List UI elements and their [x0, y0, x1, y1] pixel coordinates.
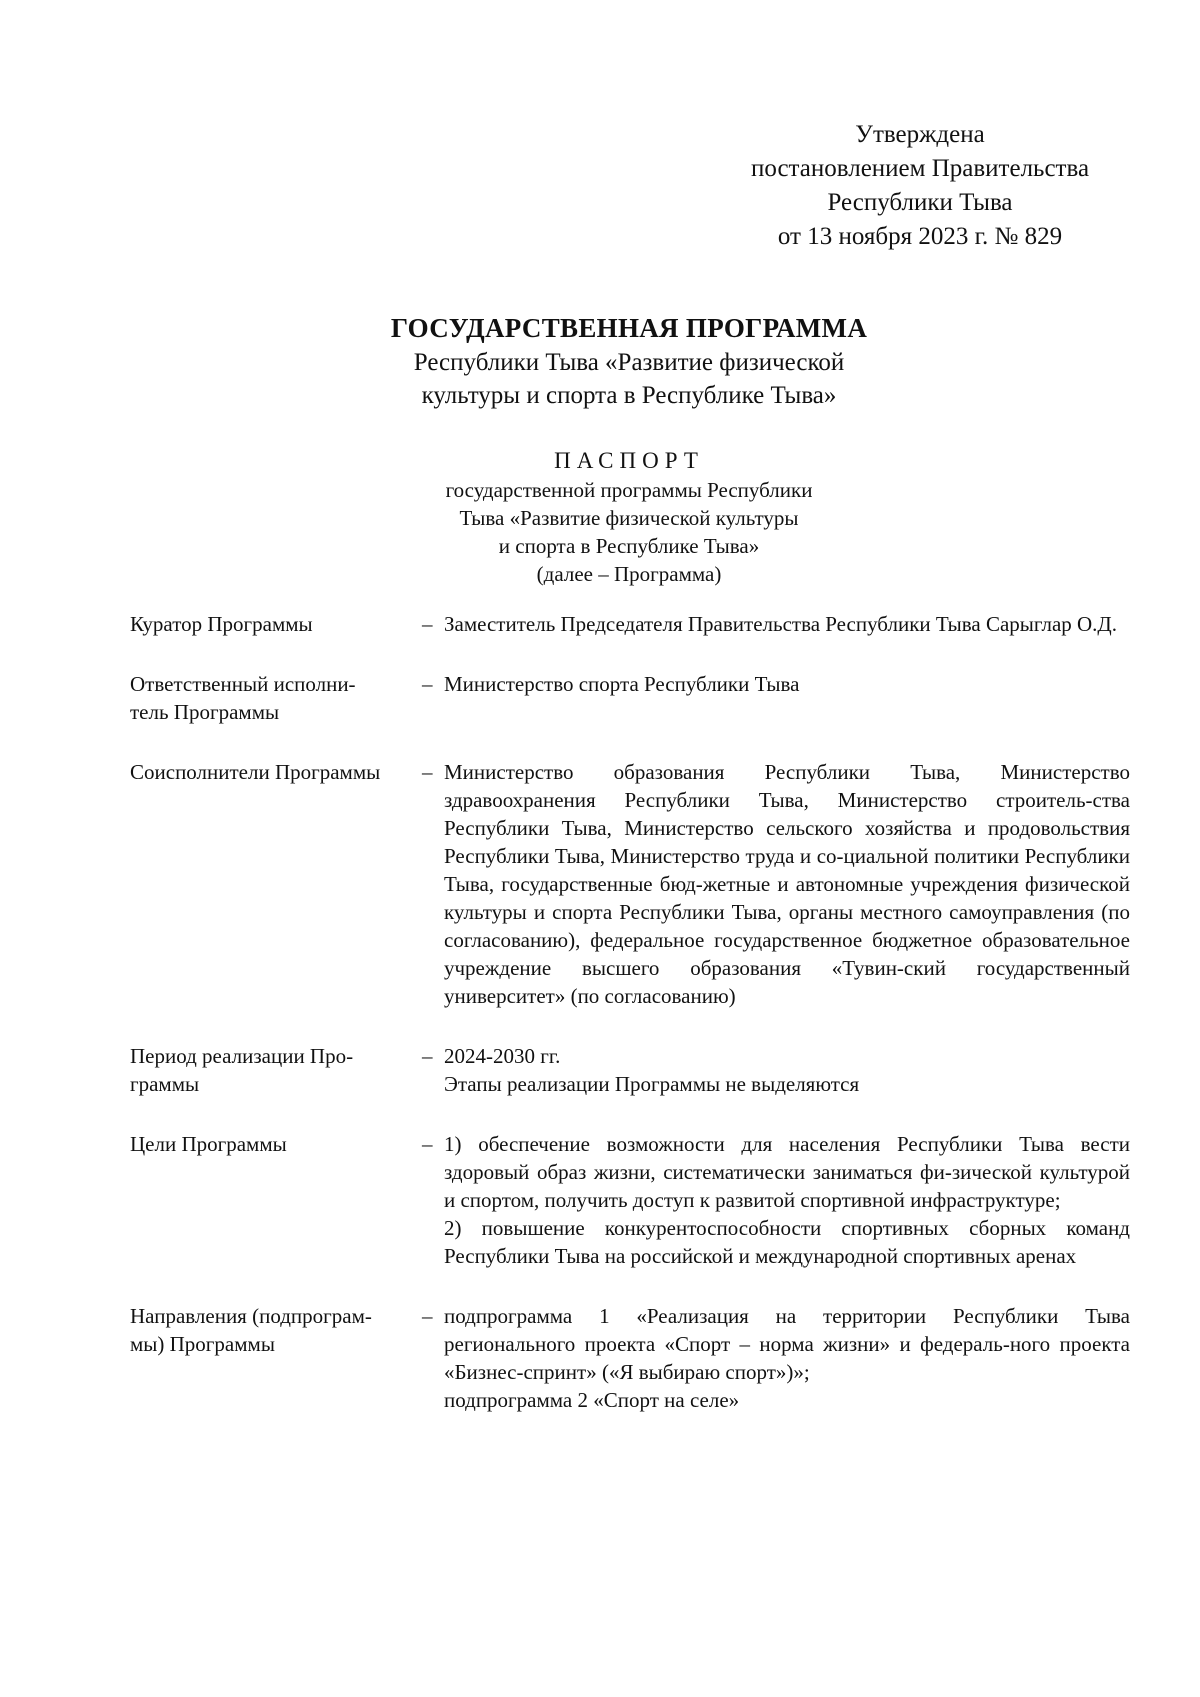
row-value-paragraph: Министерство образования Республики Тыва, Министерство здравоохранения Республики Тыва, Министерство строитель-ства Республики Тыва, Министерство сельского хозяйства и продовольствия Республики Тыва, Министерство труда и со-циальной политики Республики Тыва, государственные бюд-жетные и автономные учреждения физической культуры и спорта Республики Тыва, органы местного самоуправления (по согласованию), федеральное государственное бюджетное образовательное учреждение высшего образования «Тувин-ский государственный университет» (по согласованию) — [444, 760, 1130, 1008]
row-value — [444, 670, 1130, 726]
row-label-line: Соисполнители Программы — [130, 760, 381, 784]
passport-table — [130, 610, 1130, 1446]
passport-row — [130, 1042, 1130, 1098]
row-value-paragraph: 1) обеспечение возможности для населения Республики Тыва вести здоровый образ жизни, систематически заниматься фи-зической культурой и спортом, получить доступ к развитой спортивной инфраструктуре; — [444, 1132, 1130, 1212]
passport-heading: ПАСПОРТ — [554, 448, 704, 473]
row-dash: – — [422, 1044, 433, 1068]
row-label — [130, 1042, 422, 1098]
row-label-line: Период реализации Про- — [130, 1044, 354, 1068]
passport-row — [130, 1302, 1130, 1414]
row-value — [444, 758, 1130, 1010]
row-label — [130, 1130, 422, 1270]
program-title-line-1: Республики Тыва «Развитие физической — [413, 349, 845, 376]
row-label — [130, 1302, 422, 1414]
program-title — [0, 310, 1200, 412]
row-label — [130, 670, 422, 726]
approval-line-3: Республики Тыва — [827, 189, 1013, 216]
row-value-paragraph: подпрограмма 1 «Реализация на территории Республики Тыва регионального проекта «Спорт – норма жизни» и федераль-ного проекта «Бизнес-спринт» («Я выбираю спорт»)»; — [444, 1304, 1130, 1384]
row-dash: – — [422, 1132, 433, 1156]
row-label — [130, 610, 422, 638]
row-value-paragraph: подпрограмма 2 «Спорт на селе» — [444, 1388, 740, 1412]
row-label-line: Куратор Программы — [130, 612, 313, 636]
row-label-line: тель Программы — [130, 700, 280, 724]
row-label-line: Цели Программы — [130, 1132, 287, 1156]
row-value — [444, 1042, 1130, 1098]
passport-line-1: государственной программы Республики — [445, 478, 813, 502]
passport-line-2: Тыва «Развитие физической культуры — [459, 506, 799, 530]
passport-header — [0, 446, 1200, 588]
passport-row — [130, 610, 1130, 638]
passport-row — [130, 1130, 1130, 1270]
row-value-paragraph: 2024-2030 гг. — [444, 1044, 561, 1068]
row-dash: – — [422, 1304, 433, 1328]
row-dash: – — [422, 612, 433, 636]
approval-line-4: от 13 ноября 2023 г. № 829 — [777, 223, 1063, 250]
row-value-paragraph: Этапы реализации Программы не выделяются — [444, 1072, 860, 1096]
passport-line-4: (далее – Программа) — [536, 562, 722, 586]
row-value — [444, 1302, 1130, 1414]
row-value — [444, 610, 1130, 638]
row-label-line: мы) Программы — [130, 1332, 275, 1356]
row-value-paragraph: Министерство спорта Республики Тыва — [444, 672, 800, 696]
row-value-paragraph: 2) повышение конкурентоспособности спортивных сборных команд Республики Тыва на российской и международной спортивных аренах — [444, 1216, 1130, 1268]
row-label-line: граммы — [130, 1072, 200, 1096]
approval-line-2: постановлением Правительства — [750, 155, 1090, 182]
approval-stamp — [700, 118, 1140, 254]
row-label-line: Направления (подпрограм- — [130, 1304, 372, 1328]
row-value-paragraph: Заместитель Председателя Правительства Республики Тыва Сарыглар О.Д. — [444, 612, 1118, 636]
row-dash: – — [422, 672, 433, 696]
passport-row — [130, 670, 1130, 726]
passport-line-3: и спорта в Республике Тыва» — [498, 534, 760, 558]
program-title-main: ГОСУДАРСТВЕННАЯ ПРОГРАММА — [390, 313, 868, 343]
program-title-line-2: культуры и спорта в Республике Тыва» — [421, 382, 837, 409]
approval-line-1: Утверждена — [855, 121, 985, 148]
passport-row — [130, 758, 1130, 1010]
row-label — [130, 758, 422, 1010]
row-label-line: Ответственный исполни- — [130, 672, 356, 696]
row-value — [444, 1130, 1130, 1270]
row-dash: – — [422, 760, 433, 784]
